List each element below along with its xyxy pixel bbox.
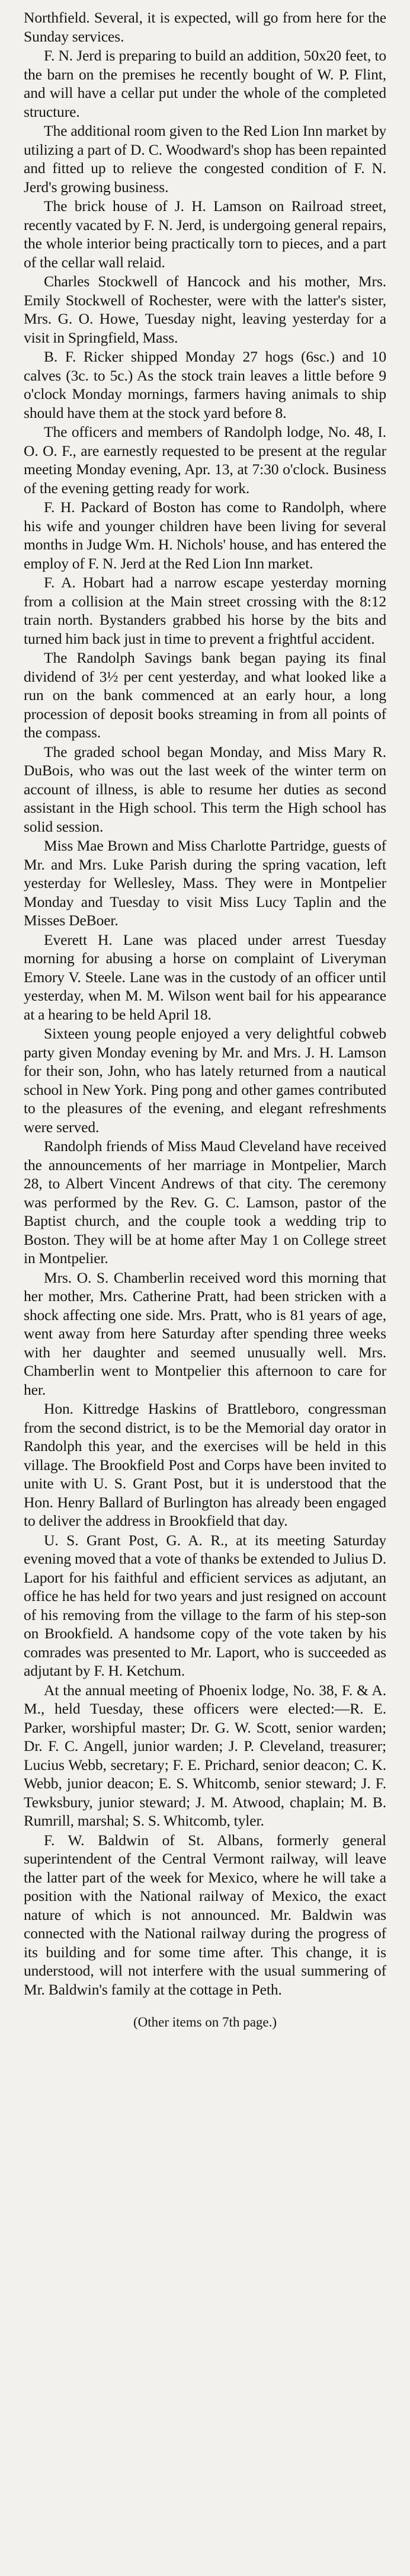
article-paragraph: F. A. Hobart had a narrow escape yesterday morning from a collision at the Main street crossing with the 8:12 train north. Bystanders grabbed his horse by the bits and turned him back just in time to prevent a frightful accident. <box>24 574 386 647</box>
article-paragraph: At the annual meeting of Phoenix lodge, No. 38, F. & A. M., held Tuesday, these officers were elected:—R. E. Parker, worshipful master; Dr. G. W. Scott, senior warden; Dr. F. C. Angell, junior warden; J. P. Cleveland, treasurer; Lucius Webb, secretary; F. E. Prichard, senior deacon; C. K. Webb, junior deacon; E. S. Whitcomb, senior steward; J. F. Tewksbury, junior steward; J. M. Atwood, chaplain; M. B. Rumrill, marshal; S. S. Whitcomb, tyler. <box>24 1681 386 1829</box>
article-paragraph: The graded school began Monday, and Miss Mary R. DuBois, who was out the last week of the winter term on account of illness, is able to resume her duties as second assistant in the High school. This term the High school has solid session. <box>24 743 386 835</box>
article-paragraph: U. S. Grant Post, G. A. R., at its meeting Saturday evening moved that a vote of thanks be extended to Julius D. Laport for his faithful and efficient services as adjutant, an office he has held for two years and just resigned on account of his removing from the village to the farm of his step-son on Brookfield. A handsome copy of the vote taken by his comrades was presented to Mr. Laport, who is succeeded as adjutant by F. H. Ketchum. <box>24 1531 386 1679</box>
article-paragraph: Hon. Kittredge Haskins of Brattleboro, congressman from the second district, is to be the Memorial day orator in Randolph this year, and the exercises will be held in this village. The Brookfield Post and Corps have been invited to unite with U. S. Grant Post, but it is understood that the Hon. Henry Ballard of Burlington has already been engaged to deliver the address in Brookfield that day. <box>24 1400 386 1529</box>
article-paragraph: The brick house of J. H. Lamson on Railroad street, recently vacated by F. N. Jerd, is undergoing general repairs, the whole interior being practically torn to pieces, and a part of the cellar wall relaid. <box>24 197 386 271</box>
article-paragraph: F. W. Baldwin of St. Albans, formerly general superintendent of the Central Vermont railway, will leave the latter part of the week for Mexico, where he will take a position with the National railway of Mexico, the exact nature of which is not announced. Mr. Baldwin was connected with the National railway during the progress of its building and for some time after. This change, it is understood, will not interfere with the usual summering of Mr. Baldwin's family at the cottage in Peth. <box>24 1831 386 1998</box>
article-paragraph: Everett H. Lane was placed under arrest Tuesday morning for abusing a horse on complaint of Liveryman Emory V. Steele. Lane was in the custody of an officer until yesterday, when M. M. Wilson went bail for his appearance at a hearing to be held April 18. <box>24 931 386 1023</box>
article-paragraph: The officers and members of Randolph lodge, No. 48, I. O. O. F., are earnestly requested to be present at the regular meeting Monday evening, Apr. 13, at 7:30 o'clock. Business of the evening getting ready for work. <box>24 423 386 497</box>
article-paragraph: Miss Mae Brown and Miss Charlotte Partridge, guests of Mr. and Mrs. Luke Parish during the spring vacation, left yesterday for Wellesley, Mass. They were in Montpelier Monday and Tuesday to visit Miss Lucy Taplin and the Misses DeBoer. <box>24 837 386 929</box>
article-paragraph: The additional room given to the Red Lion Inn market by utilizing a part of D. C. Woodward's shop has been repainted and fitted up to relieve the congested condition of F. N. Jerd's growing business. <box>24 122 386 196</box>
article-paragraph: Randolph friends of Miss Maud Cleveland have received the announcements of her marriage in Montpelier, March 28, to Albert Vincent Andrews of that city. The ceremony was performed by the Rev. G. C. Lamson, pastor of the Baptist church, and the couple took a wedding trip to Boston. They will be at home after May 1 on College street in Montpelier. <box>24 1137 386 1267</box>
article-paragraph: Northfield. Several, it is expected, will go from here for the Sunday services. <box>24 9 386 45</box>
continuation-note: (Other items on 7th page.) <box>133 2015 277 2030</box>
article-paragraph: The Randolph Savings bank began paying its final dividend of 3½ per cent yesterday, and what looked like a run on the bank commenced at an early hour, a long procession of deposit books streaming in from all points of the compass. <box>24 649 386 741</box>
article-paragraph: F. H. Packard of Boston has come to Randolph, where his wife and younger children have been living for several months in Judge Wm. H. Nichols' house, and has entered the employ of F. N. Jerd at the Red Lion Inn market. <box>24 498 386 572</box>
article-paragraph: Mrs. O. S. Chamberlin received word this morning that her mother, Mrs. Catherine Pratt, had been stricken with a shock affecting one side. Mrs. Pratt, who is 81 years of age, went away from here Saturday after spending three weeks with her daughter and seemed unusually well. Mrs. Chamberlin went to Montpelier this afternoon to care for her. <box>24 1268 386 1398</box>
article-paragraph: F. N. Jerd is preparing to build an addition, 50x20 feet, to the barn on the premises he recently bought of W. P. Flint, and will have a cellar put under the whole of the completed structure. <box>24 47 386 120</box>
article-paragraph: Sixteen young people enjoyed a very delightful cobweb party given Monday evening by Mr. and Mrs. J. H. Lamson for their son, John, who has lately returned from a nautical school in New York. Ping pong and other games contributed to the pleasures of the evening, and elegant refreshments were served. <box>24 1025 386 1136</box>
article-paragraph: Charles Stockwell of Hancock and his mother, Mrs. Emily Stockwell of Rochester, were with the latter's sister, Mrs. G. O. Howe, Tuesday night, leaving yesterday for a visit in Springfield, Mass. <box>24 273 386 346</box>
article-paragraph: B. F. Ricker shipped Monday 27 hogs (6sc.) and 10 calves (3c. to 5c.) As the stock train leaves a little before 9 o'clock Monday mornings, farmers having animals to ship should have them at the stock yard before 8. <box>24 348 386 421</box>
